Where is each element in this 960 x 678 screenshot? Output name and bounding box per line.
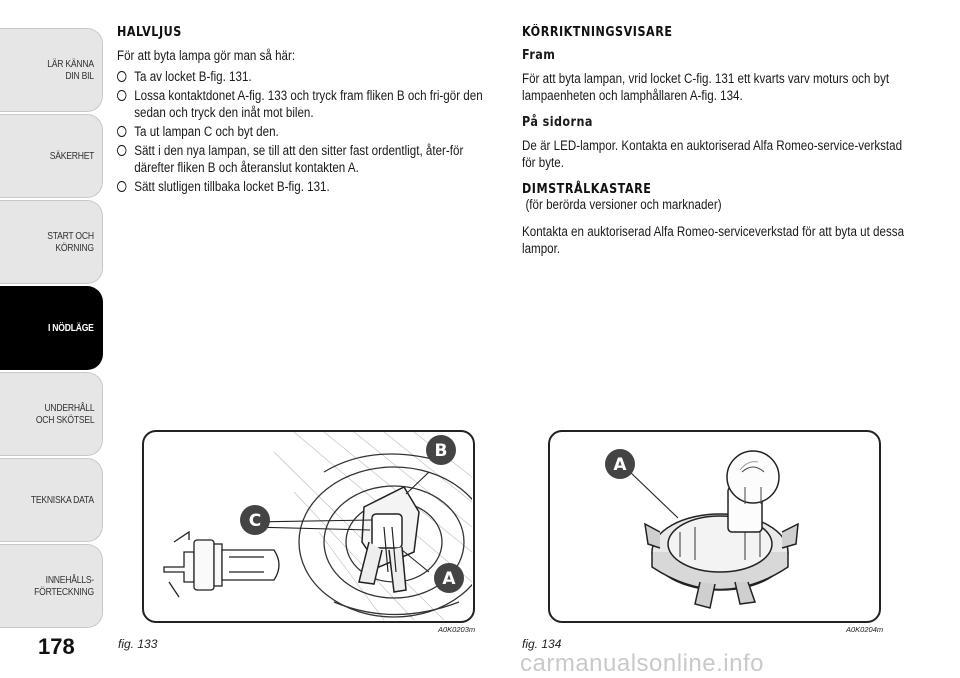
list-item: Ta ut lampan C och byt den. [117, 123, 504, 140]
intro-text: För att byta lampa gör man så här: [117, 48, 296, 63]
tab-label: START OCH KÖRNING [47, 229, 94, 254]
paragraph-pa-sidorna: De är LED-lampor. Kontakta en auktoriserad Alfa Romeo-service-verkstad för byte. [522, 138, 903, 170]
circle-bullet-icon [117, 181, 126, 192]
section-heading-korriktningsvisare: KÖRRIKTNINGSVISARE [522, 25, 673, 40]
circle-bullet-icon [117, 90, 126, 101]
section-heading-halvljus: HALVLJUS [117, 25, 182, 40]
headlight-illustration [144, 432, 472, 620]
label-a-icon [605, 449, 635, 479]
tab-sakerhet[interactable] [0, 114, 103, 198]
tab-innehallsforteckning[interactable] [0, 544, 103, 628]
tab-label: UNDERHÅLL OCH SKÖTSEL [35, 401, 94, 426]
tab-underhall-och-skotsel[interactable] [0, 372, 103, 456]
circle-bullet-icon [117, 71, 126, 82]
list-item: Lossa kontaktdonet A-fig. 133 och tryck fram fliken B och fri-gör den sedan och tryck den inåt mot bilen. [117, 87, 504, 121]
page-number: 178 [38, 634, 75, 659]
tab-start-och-korning[interactable] [0, 200, 103, 284]
section-heading-dimstralkastare: DIMSTRÅLKASTARE [522, 182, 652, 197]
tab-lar-kanna-din-bil[interactable] [0, 28, 103, 112]
label-a-icon [434, 563, 464, 593]
figure-134 [548, 430, 881, 623]
tab-label: TEKNISKA DATA [31, 493, 94, 506]
right-column [522, 24, 910, 267]
svg-text:A: A [442, 569, 456, 589]
tab-i-nodlage[interactable] [0, 286, 103, 370]
label-b-icon [426, 435, 456, 465]
list-item: Sätt slutligen tillbaka locket B-fig. 131. [117, 178, 504, 195]
svg-text:C: C [248, 511, 262, 531]
paragraph-fram: För att byta lampan, vrid locket C-fig. 131 ett kvarts varv moturs och byt lampaenheten och lamphållaren A-fig. 134. [522, 71, 890, 103]
tab-label: INNEHÅLLS- FÖRTECKNING [34, 573, 94, 598]
figure-133-code: A0K0203m [438, 625, 476, 634]
label-c-icon [240, 505, 270, 535]
figure-134-caption: fig. 134 [522, 637, 562, 651]
subheading-fram: Fram [522, 48, 556, 63]
bulb-holder-illustration [550, 432, 878, 620]
list-item: Ta av locket B-fig. 131. [117, 68, 504, 85]
svg-text:A: A [613, 455, 627, 475]
tab-label: LÄR KÄNNA DIN BIL [47, 57, 94, 82]
subheading-pa-sidorna: På sidorna [522, 115, 593, 130]
tab-label: SÄKERHET [49, 149, 94, 162]
left-column [117, 24, 505, 197]
tab-label: I NÖDLÄGE [48, 321, 94, 334]
figure-134-code: A0K0204m [846, 625, 884, 634]
list-item: Sätt i den nya lampan, se till att den sitter fast ordentligt, åter-för därefter fliken B och återanslut kontakten A. [117, 142, 504, 176]
steps-list [117, 68, 504, 195]
figure-133 [142, 430, 475, 623]
watermark: carmanualsonline.info [520, 650, 764, 677]
circle-bullet-icon [117, 145, 126, 156]
version-note: (för berörda versioner och marknader) [525, 197, 722, 212]
tab-tekniska-data[interactable] [0, 458, 103, 542]
paragraph-dimstralkastare: Kontakta en auktoriserad Alfa Romeo-serviceverkstad för att byta ut dessa lampor. [522, 224, 905, 256]
svg-text:B: B [434, 441, 448, 461]
circle-bullet-icon [117, 126, 126, 137]
figure-133-caption: fig. 133 [118, 637, 158, 651]
